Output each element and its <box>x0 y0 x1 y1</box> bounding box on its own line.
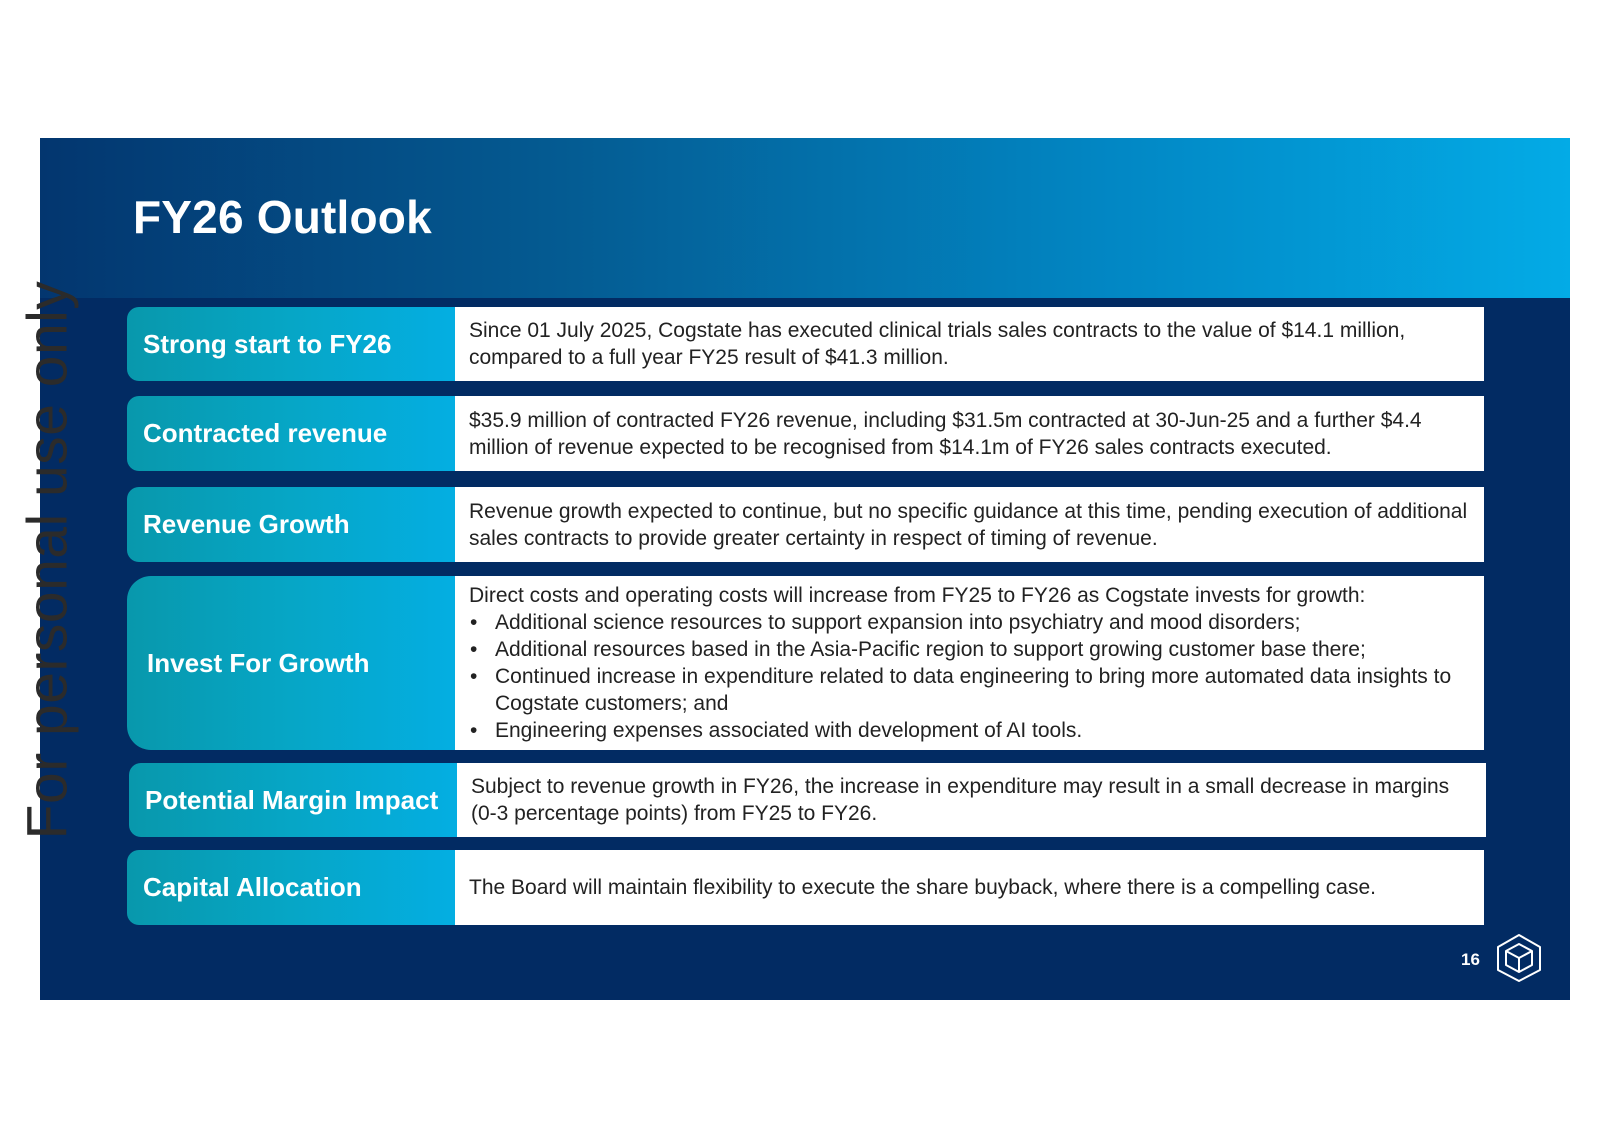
row-text: The Board will maintain flexibility to execute the share buyback, where there is a compelling case. <box>469 876 1376 899</box>
bullet-item: • Engineering expenses associated with development of AI tools. <box>469 717 1470 744</box>
row-label: Contracted revenue <box>127 396 455 471</box>
slide-title: FY26 Outlook <box>133 191 432 243</box>
watermark: For personal use only <box>15 280 80 840</box>
row-description <box>455 576 1484 750</box>
row-label: Potential Margin Impact <box>129 763 457 837</box>
bullet-item: • Additional resources based in the Asia-Pacific region to support growing customer base there; <box>469 636 1470 663</box>
outlook-row-capital-allocation <box>127 850 1484 925</box>
row-description <box>455 850 1484 925</box>
outlook-row-revenue-growth <box>127 487 1484 562</box>
page-number: 16 <box>1461 950 1480 969</box>
outlook-row-invest-for-growth <box>127 576 1484 750</box>
outlook-row-strong-start <box>127 307 1484 381</box>
row-description <box>455 396 1484 471</box>
row-text: Since 01 July 2025, Cogstate has executed clinical trials sales contracts to the value of $14.1 million, compared to a full year FY25 result of $41.3 million. <box>469 319 1406 369</box>
row-label: Revenue Growth <box>127 487 455 562</box>
bullet-item: • Additional science resources to support expansion into psychiatry and mood disorders; <box>469 609 1470 636</box>
outlook-row-contracted-revenue <box>127 396 1484 471</box>
row-description <box>455 487 1484 562</box>
row-text: Revenue growth expected to continue, but no specific guidance at this time, pending execution of additional sales contracts to provide greater certainty in respect of timing of revenue. <box>469 499 1468 550</box>
row-text: $35.9 million of contracted FY26 revenue, including $31.5m contracted at 30-Jun-25 and a further $4.4 million of revenue expected to be recognised from $14.1m of FY26 sales contracts executed. <box>469 408 1422 459</box>
cube-logo-icon <box>1496 933 1542 983</box>
bullet-list <box>469 609 1470 744</box>
row-description <box>455 307 1484 381</box>
slide <box>40 138 1570 1000</box>
row-label: Invest For Growth <box>127 576 455 750</box>
row-label: Strong start to FY26 <box>127 307 455 381</box>
row-label: Capital Allocation <box>127 850 455 925</box>
bullet-item: • Continued increase in expenditure related to data engineering to bring more automated data insights to Cogstate customers; and <box>469 663 1470 717</box>
row-description <box>457 763 1486 837</box>
row-intro: Direct costs and operating costs will increase from FY25 to FY26 as Cogstate invests for growth: <box>469 584 1366 607</box>
outlook-row-margin-impact <box>129 763 1486 837</box>
row-text: Subject to revenue growth in FY26, the increase in expenditure may result in a small decrease in margins (0-3 percentage points) from FY25 to FY26. <box>471 775 1450 825</box>
